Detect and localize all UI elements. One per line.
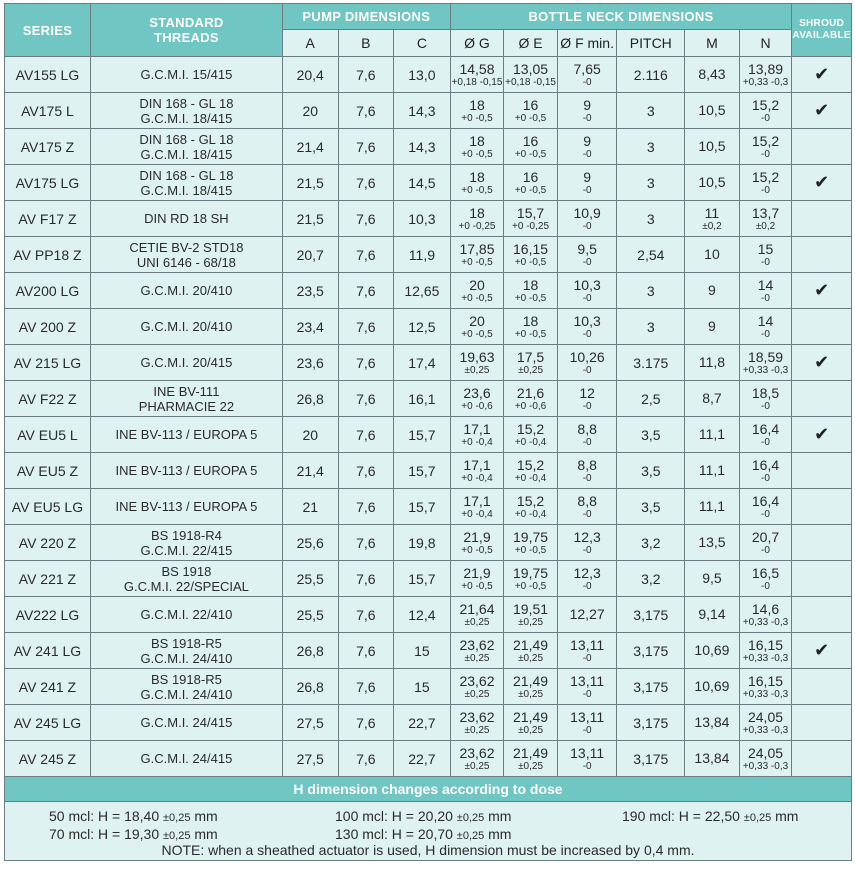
dim-a-cell: 23,4 — [282, 309, 338, 345]
series-header: SERIES — [5, 4, 91, 57]
dim-b-cell: 7,6 — [338, 525, 394, 561]
pump-dimensions-header: PUMP DIMENSIONS — [282, 4, 450, 30]
dim-f-cell: 10,26 -0 — [557, 345, 617, 381]
threads-cell: INE BV-111 PHARMACIE 22 — [90, 381, 282, 417]
col-m: M — [685, 30, 740, 57]
dim-e-cell: 16 +0 -0,5 — [504, 129, 558, 165]
dim-n-cell: 16,15 +0,33 -0,3 — [739, 669, 792, 705]
dim-f-cell: 13,11 -0 — [557, 633, 617, 669]
table-row — [5, 453, 852, 489]
dim-e-cell: 21,49 ±0,25 — [504, 669, 558, 705]
table-row — [5, 489, 852, 525]
dim-b-cell: 7,6 — [338, 489, 394, 525]
dose-line: 100 mcl: H = 20,20 ±0,25 mm — [335, 808, 512, 824]
dim-e-cell: 19,75 +0 -0,5 — [504, 525, 558, 561]
dim-g-cell: 23,6 +0 -0,6 — [450, 381, 504, 417]
dim-b-cell: 7,6 — [338, 705, 394, 741]
dim-f-cell: 9 -0 — [557, 93, 617, 129]
dim-c-cell: 14,3 — [394, 93, 451, 129]
dim-f-cell: 12 -0 — [557, 381, 617, 417]
dim-e-cell: 21,6 +0 -0,6 — [504, 381, 558, 417]
checkmark-icon: ✔ — [814, 424, 830, 444]
pitch-cell: 3,175 — [617, 705, 685, 741]
dim-m-cell: 11 ±0,2 — [685, 201, 740, 237]
dim-n-cell: 14,6 +0,33 -0,3 — [739, 597, 792, 633]
dim-b-cell: 7,6 — [338, 417, 394, 453]
dim-c-cell: 14,5 — [394, 165, 451, 201]
dim-b-cell: 7,6 — [338, 57, 394, 93]
series-cell: AV175 L — [5, 93, 91, 129]
table-row — [5, 345, 852, 381]
threads-cell: G.C.M.I. 20/415 — [90, 345, 282, 381]
col-pitch: PITCH — [617, 30, 685, 57]
dim-a-cell: 26,8 — [282, 669, 338, 705]
table-row — [5, 309, 852, 345]
threads-cell: DIN 168 - GL 18 G.C.M.I. 18/415 — [90, 129, 282, 165]
dim-m-cell: 9,14 — [685, 597, 740, 633]
dim-c-cell: 15,7 — [394, 489, 451, 525]
dim-g-cell: 21,64 ±0,25 — [450, 597, 504, 633]
series-cell: AV 241 LG — [5, 633, 91, 669]
threads-cell: CETIE BV-2 STD18 UNI 6146 - 68/18 — [90, 237, 282, 273]
shroud-cell — [792, 633, 852, 669]
shroud-cell — [792, 345, 852, 381]
threads-cell: BS 1918-R4 G.C.M.I. 22/415 — [90, 525, 282, 561]
checkmark-icon: ✔ — [814, 100, 830, 120]
dim-b-cell: 7,6 — [338, 453, 394, 489]
dim-a-cell: 21,5 — [282, 201, 338, 237]
dim-b-cell: 7,6 — [338, 273, 394, 309]
bottle-neck-header: BOTTLE NECK DIMENSIONS — [450, 4, 792, 30]
col-n: N — [739, 30, 792, 57]
dim-m-cell: 13,84 — [685, 705, 740, 741]
threads-cell: BS 1918 G.C.M.I. 22/SPECIAL — [90, 561, 282, 597]
spec-sheet — [4, 3, 852, 886]
dim-b-cell: 7,6 — [338, 309, 394, 345]
dim-f-cell: 13,11 -0 — [557, 705, 617, 741]
dim-f-cell: 10,3 -0 — [557, 309, 617, 345]
dim-e-cell: 13,05 +0,18 -0,15 — [504, 57, 558, 93]
dim-n-cell: 20,7 -0 — [739, 525, 792, 561]
dose-notes — [4, 802, 852, 861]
dim-m-cell: 10,69 — [685, 669, 740, 705]
dim-a-cell: 21,4 — [282, 129, 338, 165]
dim-e-cell: 17,5 ±0,25 — [504, 345, 558, 381]
dim-e-cell: 18 +0 -0,5 — [504, 309, 558, 345]
dose-line: 130 mcl: H = 20,70 ±0,25 mm — [335, 826, 512, 842]
dim-f-cell: 12,3 -0 — [557, 561, 617, 597]
dim-e-cell: 16 +0 -0,5 — [504, 93, 558, 129]
series-cell: AV EU5 L — [5, 417, 91, 453]
dim-n-cell: 15,2 -0 — [739, 129, 792, 165]
dim-a-cell: 20 — [282, 93, 338, 129]
shroud-cell — [792, 741, 852, 777]
pitch-cell: 2,5 — [617, 381, 685, 417]
dim-g-cell: 23,62 ±0,25 — [450, 669, 504, 705]
dim-f-cell: 13,11 -0 — [557, 741, 617, 777]
dim-c-cell: 12,65 — [394, 273, 451, 309]
shroud-cell — [792, 489, 852, 525]
dose-line: 190 mcl: H = 22,50 ±0,25 mm — [622, 808, 799, 824]
threads-cell: G.C.M.I. 24/415 — [90, 705, 282, 741]
col-e: Ø E — [504, 30, 558, 57]
dim-g-cell: 17,1 +0 -0,4 — [450, 489, 504, 525]
dim-m-cell: 9 — [685, 309, 740, 345]
dim-m-cell: 8,7 — [685, 381, 740, 417]
dim-a-cell: 25,5 — [282, 597, 338, 633]
series-cell: AV EU5 Z — [5, 453, 91, 489]
dim-e-cell: 15,7 +0 -0,25 — [504, 201, 558, 237]
dim-f-cell: 8,8 -0 — [557, 417, 617, 453]
dim-f-cell: 12,3 -0 — [557, 525, 617, 561]
col-f: Ø F min. — [557, 30, 617, 57]
dim-g-cell: 21,9 +0 -0,5 — [450, 525, 504, 561]
dim-c-cell: 22,7 — [394, 705, 451, 741]
series-cell: AV175 LG — [5, 165, 91, 201]
dim-n-cell: 16,4 -0 — [739, 453, 792, 489]
dim-a-cell: 21 — [282, 489, 338, 525]
dim-c-cell: 11,9 — [394, 237, 451, 273]
series-cell: AV 241 Z — [5, 669, 91, 705]
dim-b-cell: 7,6 — [338, 237, 394, 273]
table-row — [5, 129, 852, 165]
table-row — [5, 201, 852, 237]
shroud-cell — [792, 705, 852, 741]
dim-c-cell: 12,4 — [394, 597, 451, 633]
series-cell: AV EU5 LG — [5, 489, 91, 525]
dim-f-cell: 7,65 -0 — [557, 57, 617, 93]
shroud-header: SHROUD AVAILABLE — [792, 4, 852, 57]
series-cell: AV PP18 Z — [5, 237, 91, 273]
dim-a-cell: 27,5 — [282, 705, 338, 741]
dim-a-cell: 21,4 — [282, 453, 338, 489]
shroud-cell — [792, 417, 852, 453]
dim-n-cell: 16,5 -0 — [739, 561, 792, 597]
dim-a-cell: 25,6 — [282, 525, 338, 561]
dim-n-cell: 13,89 +0,33 -0,3 — [739, 57, 792, 93]
checkmark-icon: ✔ — [814, 352, 830, 372]
dim-c-cell: 15,7 — [394, 453, 451, 489]
series-cell: AV 245 LG — [5, 705, 91, 741]
dim-g-cell: 17,85 +0 -0,5 — [450, 237, 504, 273]
shroud-cell — [792, 381, 852, 417]
dim-f-cell: 12,27 — [557, 597, 617, 633]
series-cell: AV F22 Z — [5, 381, 91, 417]
col-b: B — [338, 30, 394, 57]
threads-cell: DIN 168 - GL 18 G.C.M.I. 18/415 — [90, 93, 282, 129]
dim-e-cell: 18 +0 -0,5 — [504, 273, 558, 309]
pitch-cell: 3 — [617, 165, 685, 201]
dim-a-cell: 26,8 — [282, 633, 338, 669]
shroud-cell — [792, 309, 852, 345]
dim-f-cell: 8,8 -0 — [557, 453, 617, 489]
dim-g-cell: 19,63 ±0,25 — [450, 345, 504, 381]
dose-banner: H dimension changes according to dose — [4, 777, 852, 802]
series-cell: AV222 LG — [5, 597, 91, 633]
dim-n-cell: 24,05 +0,33 -0,3 — [739, 705, 792, 741]
pitch-cell: 3,2 — [617, 525, 685, 561]
dim-c-cell: 12,5 — [394, 309, 451, 345]
dim-c-cell: 13,0 — [394, 57, 451, 93]
dim-f-cell: 9,5 -0 — [557, 237, 617, 273]
pitch-cell: 2,54 — [617, 237, 685, 273]
table-row — [5, 669, 852, 705]
dim-f-cell: 10,9 -0 — [557, 201, 617, 237]
dim-b-cell: 7,6 — [338, 129, 394, 165]
dim-a-cell: 25,5 — [282, 561, 338, 597]
dim-a-cell: 26,8 — [282, 381, 338, 417]
checkmark-icon: ✔ — [814, 280, 830, 300]
dim-g-cell: 14,58 +0,18 -0,15 — [450, 57, 504, 93]
series-cell: AV175 Z — [5, 129, 91, 165]
dim-g-cell: 18 +0 -0,5 — [450, 165, 504, 201]
dim-a-cell: 20 — [282, 417, 338, 453]
table-row — [5, 57, 852, 93]
shroud-cell — [792, 525, 852, 561]
dim-n-cell: 14 -0 — [739, 273, 792, 309]
table-row — [5, 237, 852, 273]
table-row — [5, 165, 852, 201]
dim-a-cell: 21,5 — [282, 165, 338, 201]
dim-c-cell: 15 — [394, 669, 451, 705]
pitch-cell: 3 — [617, 129, 685, 165]
dim-b-cell: 7,6 — [338, 201, 394, 237]
dim-n-cell: 24,05 +0,33 -0,3 — [739, 741, 792, 777]
checkmark-icon: ✔ — [814, 640, 830, 660]
threads-cell: INE BV-113 / EUROPA 5 — [90, 453, 282, 489]
dim-m-cell: 9 — [685, 273, 740, 309]
dim-e-cell: 15,2 +0 -0,4 — [504, 417, 558, 453]
dim-c-cell: 15,7 — [394, 561, 451, 597]
dim-m-cell: 10,5 — [685, 129, 740, 165]
series-cell: AV 221 Z — [5, 561, 91, 597]
shroud-cell — [792, 669, 852, 705]
dim-c-cell: 14,3 — [394, 129, 451, 165]
dose-line: 70 mcl: H = 19,30 ±0,25 mm — [49, 826, 218, 842]
series-cell: AV 200 Z — [5, 309, 91, 345]
dim-m-cell: 10,5 — [685, 165, 740, 201]
dim-m-cell: 10 — [685, 237, 740, 273]
dim-n-cell: 18,59 +0,33 -0,3 — [739, 345, 792, 381]
shroud-cell — [792, 273, 852, 309]
threads-header: STANDARD THREADS — [90, 4, 282, 57]
dim-n-cell: 15,2 -0 — [739, 93, 792, 129]
dim-g-cell: 18 +0 -0,5 — [450, 129, 504, 165]
table-row — [5, 381, 852, 417]
dimensions-table — [4, 3, 852, 777]
pitch-cell: 3 — [617, 273, 685, 309]
pitch-cell: 3,175 — [617, 669, 685, 705]
threads-cell: G.C.M.I. 15/415 — [90, 57, 282, 93]
dim-e-cell: 16,15 +0 -0,5 — [504, 237, 558, 273]
dim-a-cell: 27,5 — [282, 741, 338, 777]
pitch-cell: 3 — [617, 93, 685, 129]
pitch-cell: 3 — [617, 201, 685, 237]
dim-b-cell: 7,6 — [338, 561, 394, 597]
table-row — [5, 273, 852, 309]
series-cell: AV 215 LG — [5, 345, 91, 381]
pitch-cell: 3,5 — [617, 417, 685, 453]
dim-c-cell: 15 — [394, 633, 451, 669]
pitch-cell: 3 — [617, 309, 685, 345]
dim-b-cell: 7,6 — [338, 633, 394, 669]
dim-m-cell: 11,1 — [685, 453, 740, 489]
series-cell: AV200 LG — [5, 273, 91, 309]
dim-g-cell: 17,1 +0 -0,4 — [450, 453, 504, 489]
shroud-cell — [792, 93, 852, 129]
threads-cell: G.C.M.I. 24/415 — [90, 741, 282, 777]
shroud-cell — [792, 561, 852, 597]
dim-e-cell: 21,49 ±0,25 — [504, 741, 558, 777]
threads-cell: BS 1918-R5 G.C.M.I. 24/410 — [90, 669, 282, 705]
pitch-cell: 3,175 — [617, 741, 685, 777]
dim-m-cell: 11,1 — [685, 417, 740, 453]
shroud-cell — [792, 453, 852, 489]
dim-g-cell: 20 +0 -0,5 — [450, 273, 504, 309]
table-row — [5, 597, 852, 633]
table-header — [5, 4, 852, 57]
dim-f-cell: 8,8 -0 — [557, 489, 617, 525]
dim-m-cell: 10,5 — [685, 93, 740, 129]
dim-e-cell: 21,49 ±0,25 — [504, 705, 558, 741]
pitch-cell: 3.175 — [617, 345, 685, 381]
dim-m-cell: 8,43 — [685, 57, 740, 93]
dim-n-cell: 16,4 -0 — [739, 417, 792, 453]
shroud-cell — [792, 597, 852, 633]
shroud-cell — [792, 57, 852, 93]
shroud-cell — [792, 201, 852, 237]
dim-b-cell: 7,6 — [338, 381, 394, 417]
pitch-cell: 2.116 — [617, 57, 685, 93]
series-cell: AV 220 Z — [5, 525, 91, 561]
dose-line: 50 mcl: H = 18,40 ±0,25 mm — [49, 808, 218, 824]
dim-m-cell: 11,1 — [685, 489, 740, 525]
dim-c-cell: 15,7 — [394, 417, 451, 453]
dim-g-cell: 23,62 ±0,25 — [450, 705, 504, 741]
col-g: Ø G — [450, 30, 504, 57]
dim-n-cell: 16,4 -0 — [739, 489, 792, 525]
dim-g-cell: 23,62 ±0,25 — [450, 741, 504, 777]
dim-n-cell: 16,15 +0,33 -0,3 — [739, 633, 792, 669]
dim-m-cell: 10,69 — [685, 633, 740, 669]
table-row — [5, 633, 852, 669]
dim-e-cell: 19,75 +0 -0,5 — [504, 561, 558, 597]
table-body — [5, 57, 852, 777]
table-row — [5, 705, 852, 741]
series-cell: AV155 LG — [5, 57, 91, 93]
dim-m-cell: 11,8 — [685, 345, 740, 381]
pitch-cell: 3,5 — [617, 453, 685, 489]
dim-f-cell: 9 -0 — [557, 165, 617, 201]
threads-cell: G.C.M.I. 20/410 — [90, 273, 282, 309]
dim-b-cell: 7,6 — [338, 669, 394, 705]
dim-n-cell: 14 -0 — [739, 309, 792, 345]
dim-f-cell: 13,11 -0 — [557, 669, 617, 705]
col-a: A — [282, 30, 338, 57]
dim-c-cell: 22,7 — [394, 741, 451, 777]
dim-c-cell: 10,3 — [394, 201, 451, 237]
dim-b-cell: 7,6 — [338, 597, 394, 633]
dim-a-cell: 23,6 — [282, 345, 338, 381]
dim-m-cell: 9,5 — [685, 561, 740, 597]
table-row — [5, 561, 852, 597]
shroud-cell — [792, 237, 852, 273]
dim-e-cell: 15,2 +0 -0,4 — [504, 453, 558, 489]
dim-n-cell: 18,5 -0 — [739, 381, 792, 417]
threads-cell: BS 1918-R5 G.C.M.I. 24/410 — [90, 633, 282, 669]
dim-n-cell: 15,2 -0 — [739, 165, 792, 201]
table-row — [5, 93, 852, 129]
col-c: C — [394, 30, 451, 57]
dim-g-cell: 18 +0 -0,5 — [450, 93, 504, 129]
table-row — [5, 525, 852, 561]
dim-m-cell: 13,5 — [685, 525, 740, 561]
note-text: NOTE: when a sheathed actuator is used, H dimension must be increased by 0,4 mm. — [161, 842, 695, 858]
shroud-cell — [792, 129, 852, 165]
dim-g-cell: 18 +0 -0,25 — [450, 201, 504, 237]
dim-g-cell: 20 +0 -0,5 — [450, 309, 504, 345]
dim-a-cell: 20,4 — [282, 57, 338, 93]
pitch-cell: 3,2 — [617, 561, 685, 597]
threads-cell: INE BV-113 / EUROPA 5 — [90, 489, 282, 525]
dim-c-cell: 19,8 — [394, 525, 451, 561]
table-row — [5, 741, 852, 777]
dim-b-cell: 7,6 — [338, 345, 394, 381]
dim-b-cell: 7,6 — [338, 741, 394, 777]
threads-cell: INE BV-113 / EUROPA 5 — [90, 417, 282, 453]
series-cell: AV 245 Z — [5, 741, 91, 777]
table-row — [5, 417, 852, 453]
dim-e-cell: 16 +0 -0,5 — [504, 165, 558, 201]
dim-g-cell: 17,1 +0 -0,4 — [450, 417, 504, 453]
series-cell: AV F17 Z — [5, 201, 91, 237]
dim-n-cell: 15 -0 — [739, 237, 792, 273]
pitch-cell: 3,5 — [617, 489, 685, 525]
dim-c-cell: 17,4 — [394, 345, 451, 381]
dim-e-cell: 15,2 +0 -0,4 — [504, 489, 558, 525]
dim-n-cell: 13,7 ±0,2 — [739, 201, 792, 237]
dim-e-cell: 21,49 ±0,25 — [504, 633, 558, 669]
checkmark-icon: ✔ — [814, 64, 830, 84]
dim-a-cell: 23,5 — [282, 273, 338, 309]
dim-m-cell: 13,84 — [685, 741, 740, 777]
dim-a-cell: 20,7 — [282, 237, 338, 273]
dim-b-cell: 7,6 — [338, 165, 394, 201]
dim-f-cell: 9 -0 — [557, 129, 617, 165]
dim-b-cell: 7,6 — [338, 93, 394, 129]
threads-cell: DIN RD 18 SH — [90, 201, 282, 237]
threads-cell: G.C.M.I. 20/410 — [90, 309, 282, 345]
pitch-cell: 3,175 — [617, 597, 685, 633]
pitch-cell: 3,175 — [617, 633, 685, 669]
dim-f-cell: 10,3 -0 — [557, 273, 617, 309]
dim-g-cell: 21,9 +0 -0,5 — [450, 561, 504, 597]
threads-cell: DIN 168 - GL 18 G.C.M.I. 18/415 — [90, 165, 282, 201]
dim-c-cell: 16,1 — [394, 381, 451, 417]
dim-g-cell: 23,62 ±0,25 — [450, 633, 504, 669]
threads-cell: G.C.M.I. 22/410 — [90, 597, 282, 633]
checkmark-icon: ✔ — [814, 172, 830, 192]
dim-e-cell: 19,51 ±0,25 — [504, 597, 558, 633]
shroud-cell — [792, 165, 852, 201]
